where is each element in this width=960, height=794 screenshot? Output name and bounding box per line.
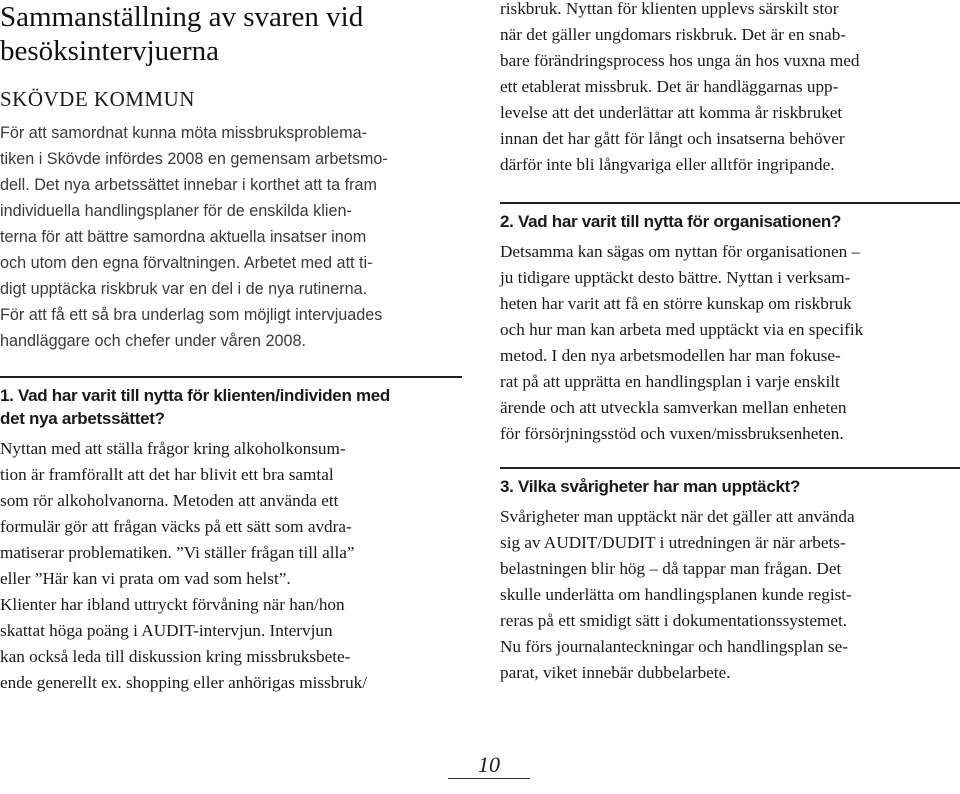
text-line: skulle underlätta om handlingsplanen kunde regist- <box>500 585 852 604</box>
text-line: rat på att upprätta en handlingsplan i varje enskilt <box>500 372 840 391</box>
text-line: skattat höga poäng i AUDIT-intervjun. Intervjun <box>0 621 333 640</box>
text-line: Detsamma kan sägas om nyttan för organisationen – <box>500 242 861 261</box>
text-line: som rör alkoholvanorna. Metoden att använda ett <box>0 491 339 510</box>
question-1-answer <box>0 436 462 696</box>
text-line: Svårigheter man upptäckt när det gäller att använda <box>500 507 855 526</box>
text-line: sig av AUDIT/DUDIT i utredningen är när arbets- <box>500 533 846 552</box>
text-line: belastningen blir hög – då tappar man frågan. Det <box>500 559 842 578</box>
question-2-answer <box>500 239 960 447</box>
text-line: reras på ett smidigt sätt i dokumentationssystemet. <box>500 611 848 630</box>
question-3-block <box>500 467 960 686</box>
text-line: när det gäller ungdomars riskbruk. Det är en snab- <box>500 25 847 44</box>
question-3-answer <box>500 504 960 686</box>
text-line: matiserar problematiken. ”Vi ställer frågan till alla” <box>0 543 355 562</box>
section-subtitle: SKÖVDE KOMMUN <box>0 87 195 111</box>
heading-line: det nya arbetssättet? <box>0 409 165 428</box>
text-line: dell. Det nya arbetssättet innebar i korthet att ta fram <box>0 176 377 194</box>
page-number: 10 <box>448 752 530 779</box>
left-column <box>0 0 462 696</box>
text-line: ärende och att utveckla samverkan mellan enheten <box>500 398 847 417</box>
text-line: Klienter har ibland uttryckt förvåning när han/hon <box>0 595 345 614</box>
text-line: Nyttan med att ställa frågor kring alkoholkonsum- <box>0 439 346 458</box>
text-line: individuella handlingsplaner för de enskilda klien- <box>0 202 352 220</box>
text-line: terna för att bättre samordna aktuella insatser inom <box>0 228 367 246</box>
text-line: heten har varit att få en större kunskap om riskbruk <box>500 294 852 313</box>
text-line: för försörjningsstöd och vuxen/missbruksenheten. <box>500 424 844 443</box>
question-2-block <box>500 202 960 447</box>
text-line: levelse att det underlättar att komma år riskbruket <box>500 103 843 122</box>
text-line: ett etablerat missbruk. Det är handläggarnas upp- <box>500 77 839 96</box>
text-line: och utom den egna förvaltningen. Arbetet med att ti- <box>0 254 373 272</box>
text-line: metod. I den nya arbetsmodellen har man fokuse- <box>500 346 841 365</box>
title-line-2: besöksintervjuerna <box>0 35 220 67</box>
question-2-heading: 2. Vad har varit till nytta för organisationen? <box>500 212 842 231</box>
text-line: eller ”Här kan vi prata om vad som helst”. <box>0 569 291 588</box>
continuation-paragraph <box>500 0 960 178</box>
question-1-block <box>0 376 462 696</box>
text-line: För att samordnat kunna möta missbruksproblema- <box>0 124 368 142</box>
text-line: För att få ett så bra underlag som möjligt intervjuades <box>0 306 383 324</box>
text-line: riskbruk. Nyttan för klienten upplevs särskilt stor <box>500 0 839 18</box>
text-line: ende generellt ex. shopping eller anhörigas missbruk/ <box>0 673 368 692</box>
text-line: bare förändringsprocess hos unga än hos vuxna med <box>500 51 860 70</box>
text-line: parat, viket innebär dubbelarbete. <box>500 663 731 682</box>
question-1-heading <box>0 384 462 430</box>
intro-paragraph <box>0 120 462 354</box>
text-line: digt upptäcka riskbruk var en del i de nya rutinerna. <box>0 280 368 298</box>
text-line: Nu förs journalanteckningar och handlingsplan se- <box>500 637 848 656</box>
text-line: innan det har gått för långt och insatserna behöver <box>500 129 845 148</box>
right-column <box>500 0 960 686</box>
text-line: handläggare och chefer under våren 2008. <box>0 332 306 350</box>
heading-line: 1. Vad har varit till nytta för klienten/individen med <box>0 386 391 405</box>
question-3-heading: 3. Vilka svårigheter har man upptäckt? <box>500 477 801 496</box>
text-line: kan också leda till diskussion kring missbruksbete- <box>0 647 351 666</box>
text-line: ju tidigare upptäckt desto bättre. Nyttan i verksam- <box>500 268 851 287</box>
page-title <box>0 0 462 68</box>
text-line: tion är framförallt att det har blivit ett bra samtal <box>0 465 334 484</box>
text-line: formulär gör att frågan väcks på ett sätt som avdra- <box>0 517 352 536</box>
text-line: och hur man kan arbeta med upptäckt via en specifik <box>500 320 864 339</box>
title-line-1: Sammanställning av svaren vid <box>0 1 364 33</box>
text-line: därför inte bli långvariga eller alltför ingripande. <box>500 155 835 174</box>
text-line: tiken i Skövde infördes 2008 en gemensam arbetsmo- <box>0 150 388 168</box>
